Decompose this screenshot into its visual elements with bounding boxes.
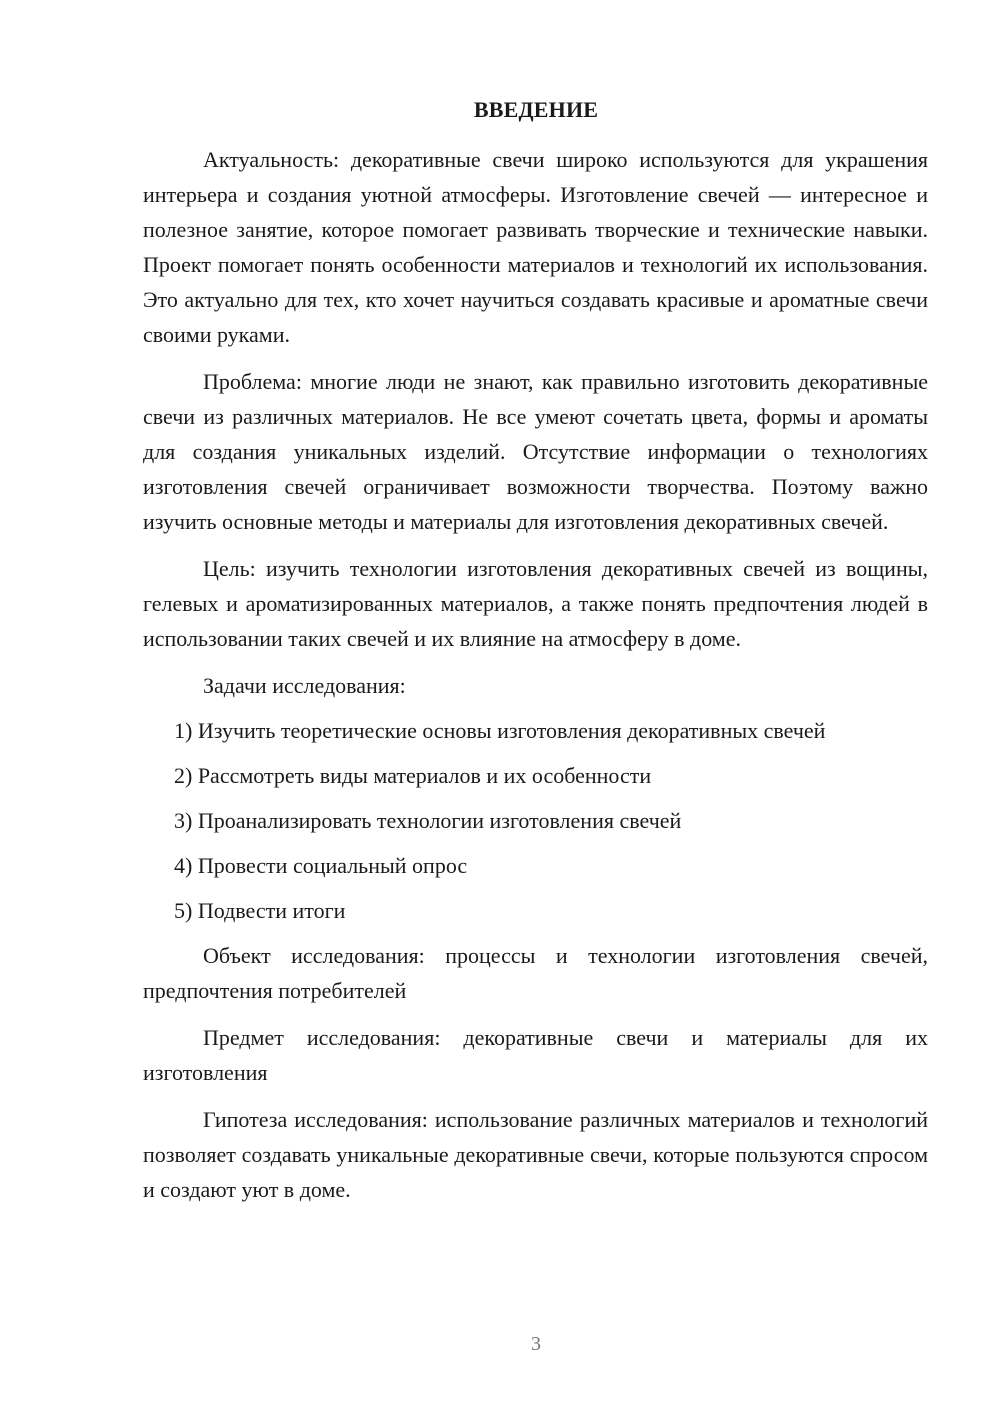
tasks-list [143, 713, 928, 928]
subject-paragraph: Предмет исследования: декоративные свечи и материалы для их изготовления [143, 1025, 928, 1085]
tasks-heading: Задачи исследования: [203, 673, 406, 698]
object-paragraph: Объект исследования: процессы и технологии изготовления свечей, предпочтения потребителей [143, 943, 928, 1003]
task-item: 1) Изучить теоретические основы изготовления декоративных свечей [174, 718, 826, 743]
task-item: 3) Проанализировать технологии изготовления свечей [174, 808, 682, 833]
document-body [143, 142, 928, 1219]
task-item: 2) Рассмотреть виды материалов и их особенности [174, 763, 652, 788]
page-title: ВВЕДЕНИЕ [473, 97, 599, 122]
task-item: 5) Подвести итоги [174, 898, 346, 923]
goal-paragraph: Цель: изучить технологии изготовления декоративных свечей из вощины, гелевых и ароматизированных материалов, а также понять предпочтения людей в использовании таких свечей и их влияние на атмосферу в доме. [143, 556, 928, 651]
problem-paragraph: Проблема: многие люди не знают, как правильно изготовить декоративные свечи из различных материалов. Не все умеют сочетать цвета, формы и ароматы для создания уникальных изделий. Отсутствие информации о технологиях изготовления свечей ограничивает возможности творчества. Поэтому важно изучить основные методы и материалы для изготовления декоративных свечей. [143, 369, 928, 534]
relevance-paragraph: Актуальность: декоративные свечи широко используются для украшения интерьера и создания уютной атмосферы. Изготовление свечей — интересное и полезное занятие, которое помогает развивать творческие и технические навыки. Проект помогает понять особенности материалов и технологий их использования. Это актуально для тех, кто хочет научиться создавать красивые и ароматные свечи своими руками. [143, 147, 928, 347]
hypothesis-paragraph: Гипотеза исследования: использование различных материалов и технологий позволяет создавать уникальные декоративные свечи, которые пользуются спросом и создают уют в доме. [143, 1107, 928, 1202]
page-number: 3 [531, 1333, 541, 1355]
task-item: 4) Провести социальный опрос [174, 853, 468, 878]
